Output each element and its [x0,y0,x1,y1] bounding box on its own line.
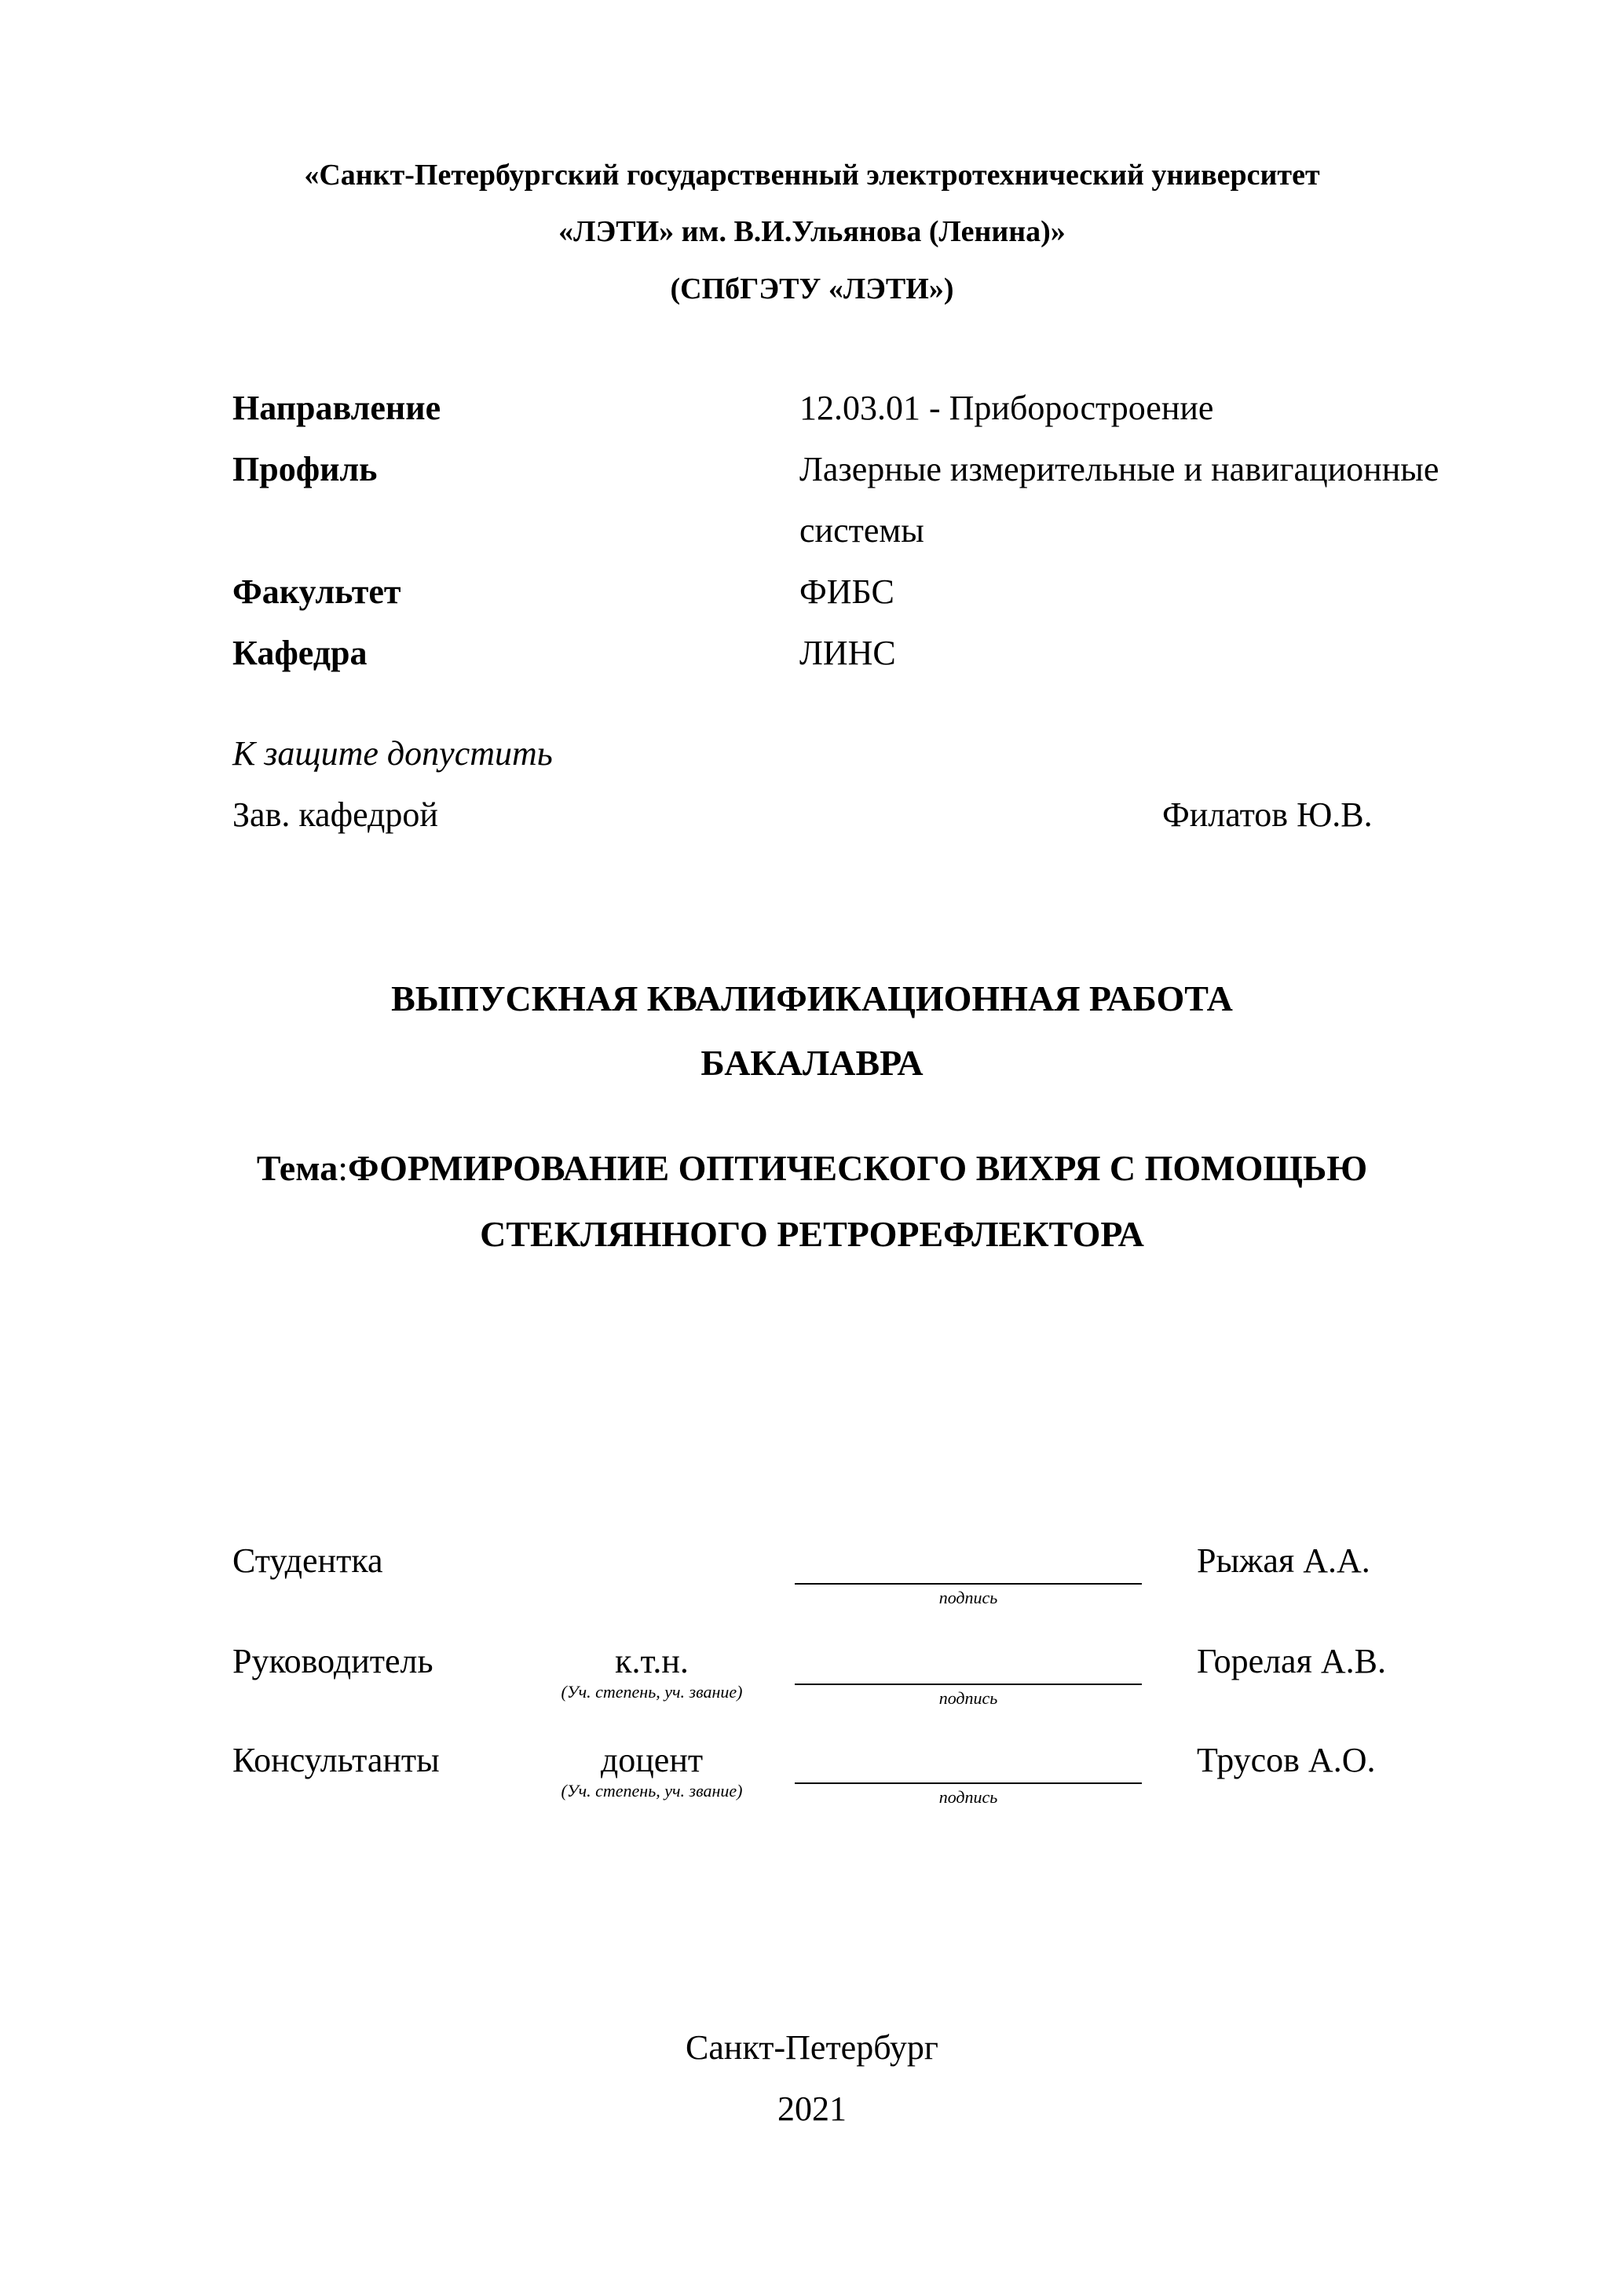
consultant-signature-line [795,1782,1142,1784]
supervisor-role: Руководитель [232,1642,433,1680]
consultant-signature-caption: подпись [938,1787,998,1807]
student-signature-line [795,1583,1142,1585]
university-name-line1: «Санкт-Петербургский государственный электротехнический университет [304,159,1320,192]
faculty-value: ФИБС [799,572,894,611]
consultant-name: Трусов А.О. [1197,1741,1376,1779]
topic-line1 [0,1146,1624,1190]
footer-year: 2021 [777,2089,847,2128]
university-abbreviation: (СПбГЭТУ «ЛЭТИ») [670,272,954,305]
profile-label: Профиль [232,450,378,488]
admission-text: К защите допустить [232,734,553,773]
department-value: ЛИНС [799,634,896,672]
topic-colon: : [338,1148,349,1188]
work-type-line2: БАКАЛАВРА [700,1043,924,1083]
student-name: Рыжая А.А. [1197,1541,1370,1580]
footer-city: Санкт-Петербург [686,2028,938,2067]
faculty-label: Факультет [232,572,401,611]
university-name-line2: «ЛЭТИ» им. В.И.Ульянова (Ленина)» [558,215,1066,248]
profile-value-line1: Лазерные измерительные и навигационные [799,450,1439,488]
supervisor-signature-caption: подпись [938,1688,998,1708]
direction-label: Направление [232,389,441,427]
topic-text-line1: ФОРМИРОВАНИЕ ОПТИЧЕСКОГО ВИХРЯ С ПОМОЩЬЮ [348,1148,1368,1188]
profile-value-line2: системы [799,511,924,550]
consultant-degree: доцент [600,1741,704,1779]
student-signature-caption: подпись [938,1588,998,1607]
topic-text-line2: СТЕКЛЯННОГО РЕТРОРЕФЛЕКТОРА [480,1214,1144,1254]
head-of-department-name: Филатов Ю.В. [1162,795,1373,834]
direction-value: 12.03.01 - Приборостроение [799,389,1214,427]
consultant-role: Консультанты [232,1741,440,1779]
student-role: Студентка [232,1541,383,1580]
supervisor-degree-caption: (Уч. степень, уч. звание) [561,1682,743,1702]
topic-prefix: Тема [256,1148,338,1188]
consultant-degree-caption: (Уч. степень, уч. звание) [561,1781,743,1801]
head-of-department-label: Зав. кафедрой [232,795,438,834]
department-label: Кафедра [232,634,368,672]
supervisor-signature-line [795,1684,1142,1685]
supervisor-name: Горелая А.В. [1197,1642,1386,1680]
work-type-line1: ВЫПУСКНАЯ КВАЛИФИКАЦИОННАЯ РАБОТА [391,978,1233,1018]
supervisor-degree: к.т.н. [615,1642,689,1680]
